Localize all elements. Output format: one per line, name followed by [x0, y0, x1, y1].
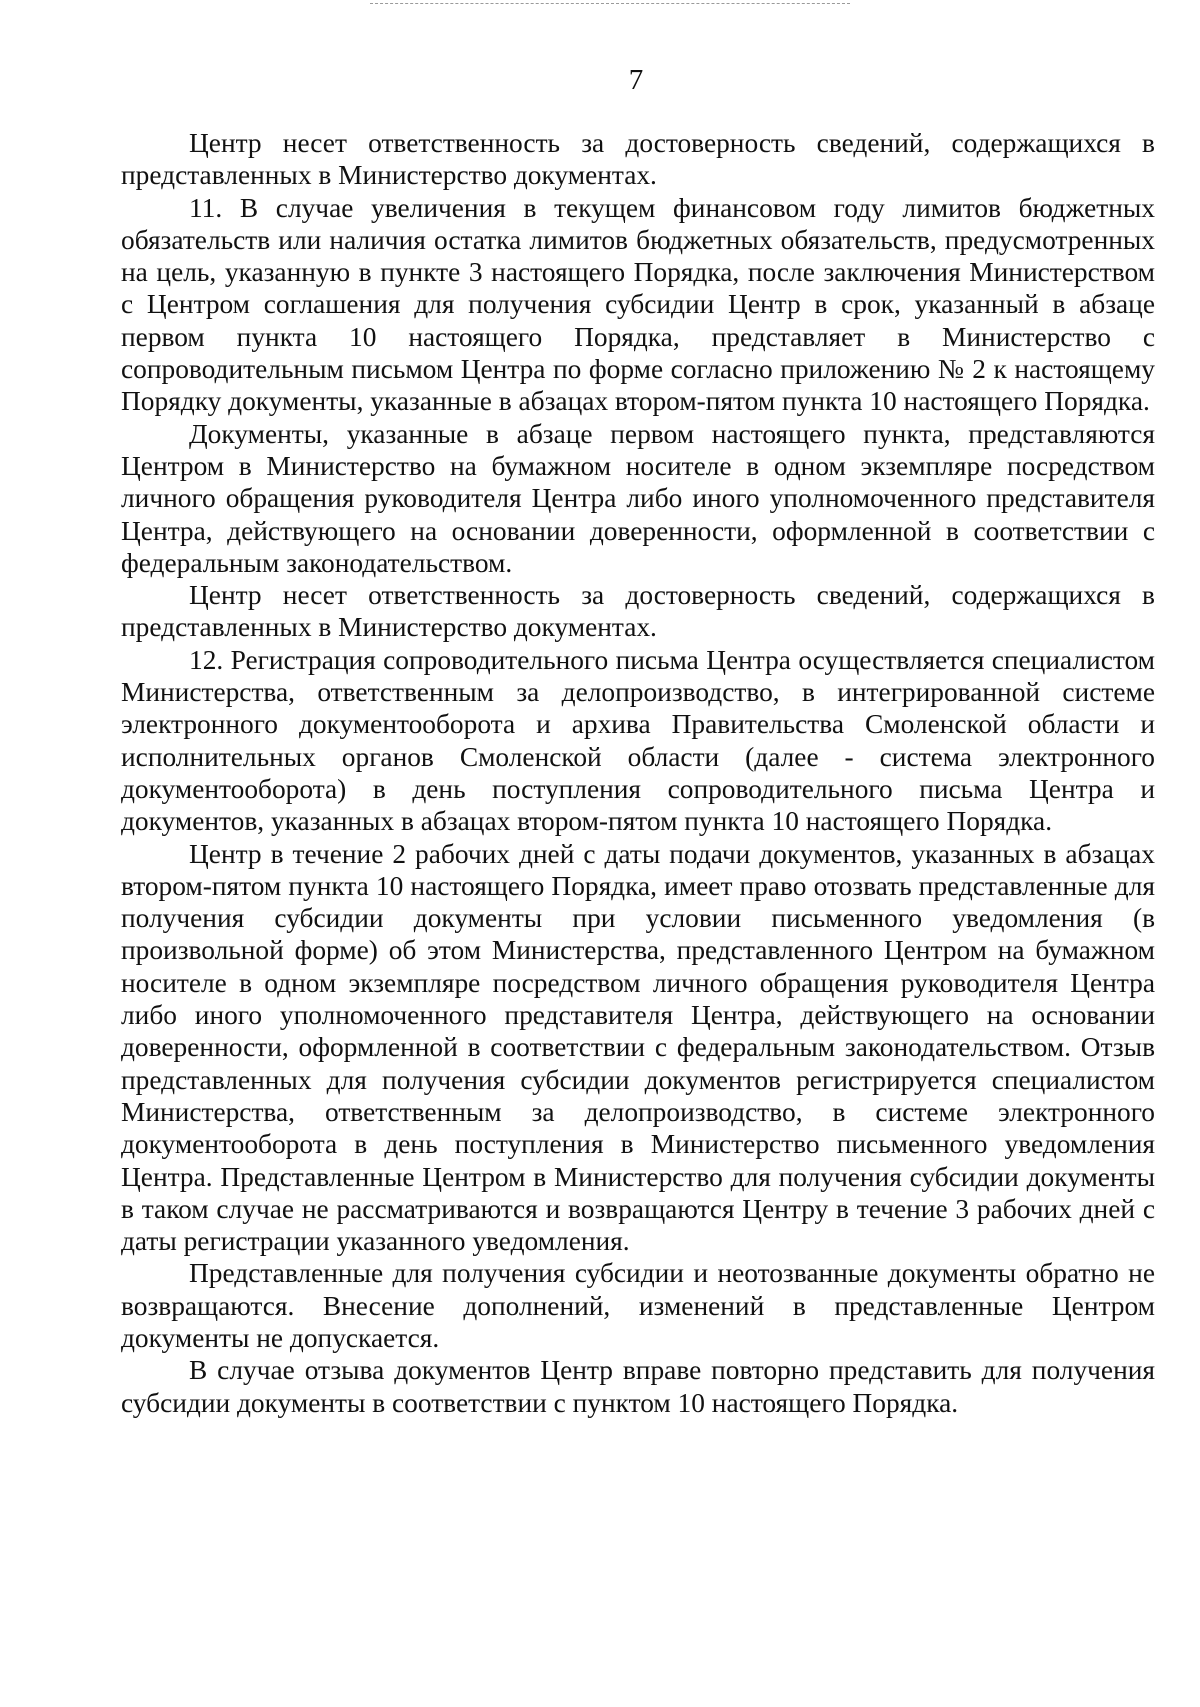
paragraph-resubmission: В случае отзыва документов Центр вправе повторно представить для получения субсидии документы в соответствии с пунктом 10 настоящего Порядка. — [121, 1355, 1155, 1418]
paragraph-item-11: 11. В случае увеличения в текущем финансовом году лимитов бюджетных обязательств или наличия остатка лимитов бюджетных обязательств, предусмотренных на цель, указанную в пункте 3 настоящего Порядка, после заключения Министерством с Центром соглашения для получения субсидии Центр в срок, указанный в абзаце первом пункта 10 настоящего Порядка, представляет в Министерство с сопроводительным письмом Центра по форме согласно приложению № 2 к настоящему Порядку документы, указанные в абзацах втором-пятом пункта 10 настоящего Порядка. — [121, 192, 1155, 417]
paragraph-non-returnable: Представленные для получения субсидии и неотозванные документы обратно не возвращаются. Внесение дополнений, изменений в представленные Центром документы не допускается. — [121, 1258, 1155, 1353]
page-number: 7 — [628, 64, 644, 96]
document-body — [121, 127, 1155, 1419]
paragraph-responsibility-1: Центр несет ответственность за достоверность сведений, содержащихся в представленных в Министерство документах. — [121, 128, 1155, 191]
paragraph-responsibility-2: Центр несет ответственность за достоверность сведений, содержащихся в представленных в Министерство документах. — [121, 580, 1155, 643]
paragraph-withdrawal: Центр в течение 2 рабочих дней с даты подачи документов, указанных в абзацах втором-пятом пункта 10 настоящего Порядка, имеет право отозвать представленные для получения субсидии документы при условии письменного уведомления (в произвольной форме) об этом Министерства, представленного Центром на бумажном носителе в одном экземпляре посредством личного обращения руководителя Центра либо иного уполномоченного представителя Центра, действующего на основании доверенности, оформленной в соответствии с федеральным законодательством. Отзыв представленных для получения субсидии документов регистрируется специалистом Министерства, ответственным за делопроизводство, в системе электронного документооборота в день поступления в Министерство письменного уведомления Центра. Представленные Центром в Министерство для получения субсидии документы в таком случае не рассматриваются и возвращаются Центру в течение 3 рабочих дней с даты регистрации указанного уведомления. — [121, 838, 1155, 1257]
top-scan-rule — [370, 3, 850, 4]
paragraph-documents-submission: Документы, указанные в абзаце первом настоящего пункта, представляются Центром в Министерство на бумажном носителе в одном экземпляре посредством личного обращения руководителя Центра либо иного уполномоченного представителя Центра, действующего на основании доверенности, оформленной в соответствии с федеральным законодательством. — [121, 418, 1155, 578]
paragraph-item-12: 12. Регистрация сопроводительного письма Центра осуществляется специалистом Министерства, ответственным за делопроизводство, в интегрированной системе электронного документооборота и архива Правительства Смоленской области и исполнительных органов Смоленской области (далее - система электронного документооборота) в день поступления сопроводительного письма Центра и документов, указанных в абзацах втором-пятом пункта 10 настоящего Порядка. — [121, 644, 1155, 837]
